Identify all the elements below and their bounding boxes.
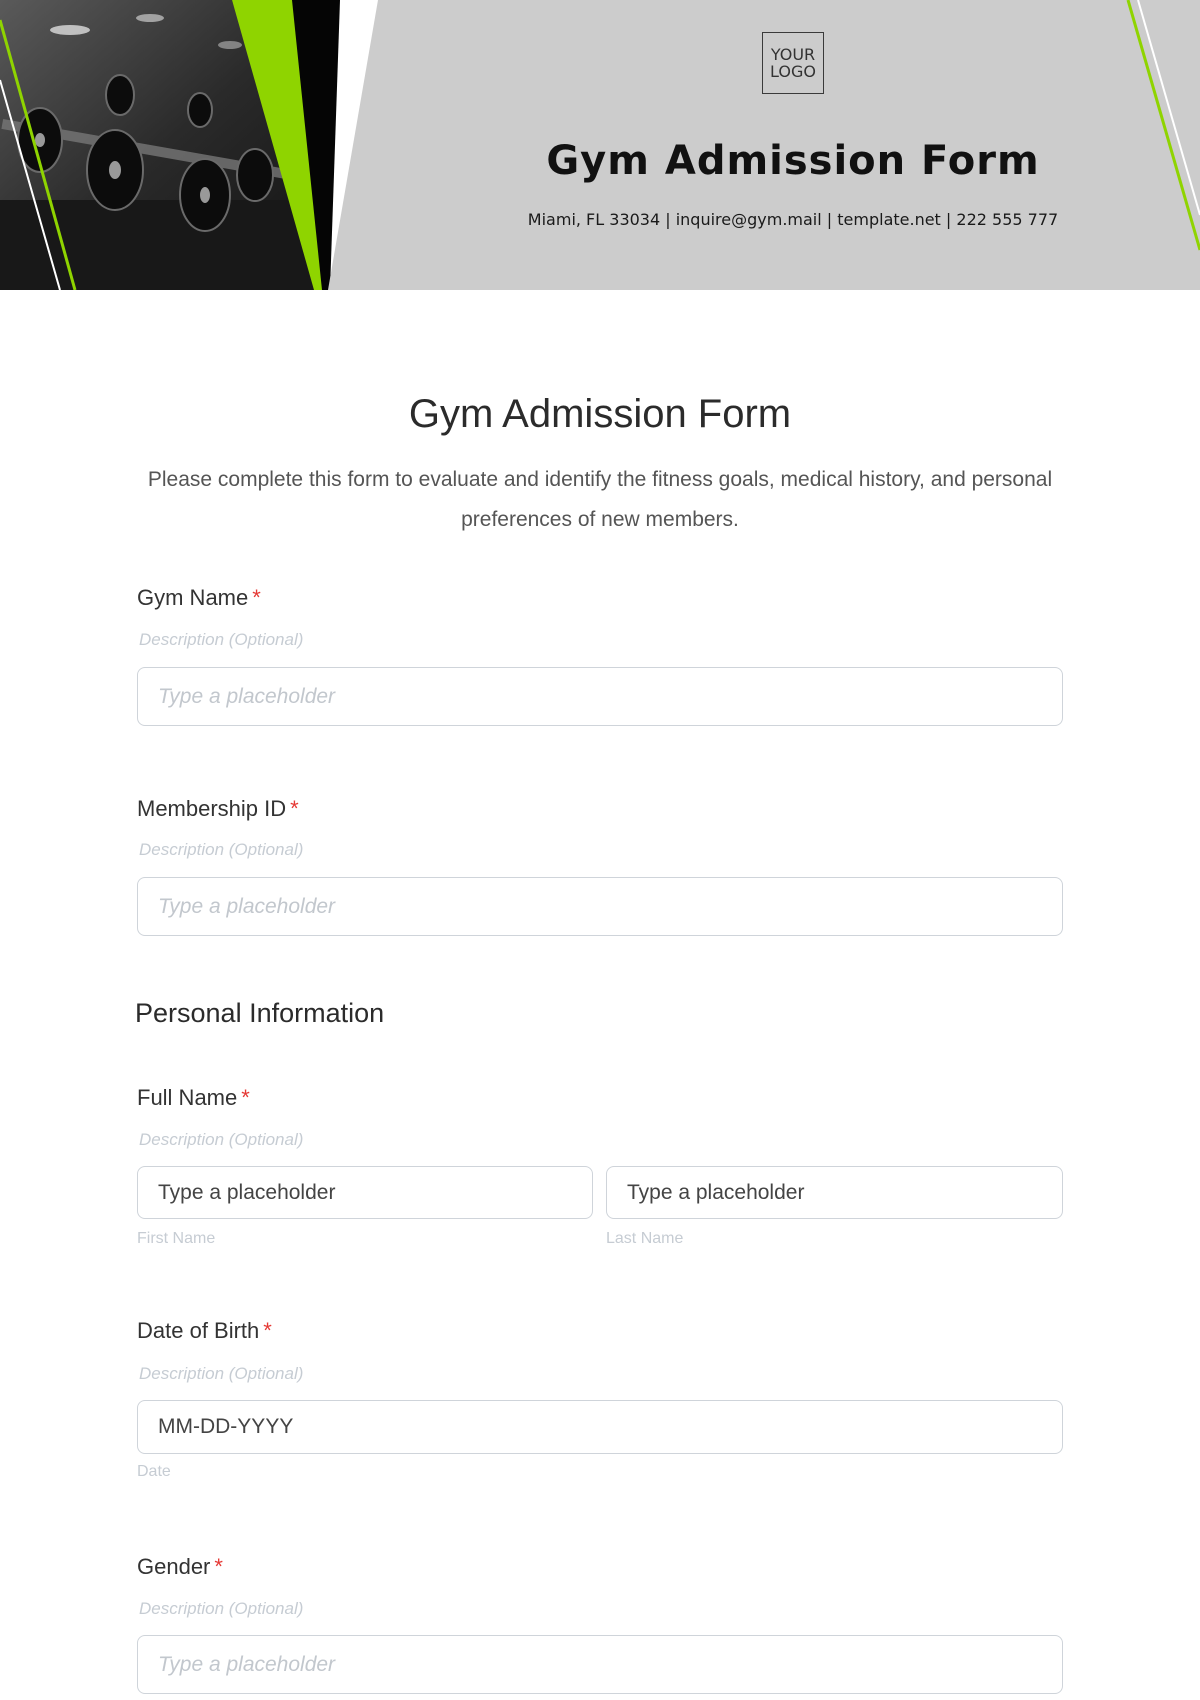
first-name-sublabel: First Name bbox=[137, 1230, 216, 1247]
personal-information-heading: Personal Information bbox=[135, 998, 385, 1028]
date-of-birth-description: Description (Optional) bbox=[139, 1364, 304, 1383]
full-name-label-text: Full Name bbox=[137, 1085, 238, 1110]
date-of-birth-placeholder: MM-DD-YYYY bbox=[158, 1415, 294, 1438]
gender-description: Description (Optional) bbox=[139, 1599, 304, 1618]
form-title: Gym Admission Form bbox=[408, 392, 792, 436]
required-mark: * bbox=[252, 585, 261, 610]
gender-placeholder: Type a placeholder bbox=[158, 1652, 336, 1676]
logo-text: YOUR LOGO bbox=[770, 45, 816, 81]
required-mark: * bbox=[290, 796, 299, 821]
first-name-placeholder: Type a placeholder bbox=[158, 1180, 336, 1204]
required-mark: * bbox=[241, 1085, 250, 1110]
date-of-birth-input[interactable] bbox=[137, 1400, 1063, 1454]
header-banner bbox=[0, 0, 1200, 290]
required-mark: * bbox=[263, 1318, 272, 1343]
gender-label bbox=[137, 1554, 223, 1580]
gym-name-input[interactable] bbox=[137, 667, 1063, 726]
last-name-placeholder: Type a placeholder bbox=[627, 1180, 805, 1204]
gym-name-label-text: Gym Name bbox=[137, 585, 249, 610]
gym-name-description: Description (Optional) bbox=[139, 630, 304, 649]
gender-input[interactable] bbox=[137, 1635, 1063, 1694]
date-of-birth-label-text: Date of Birth bbox=[137, 1318, 260, 1343]
logo-placeholder bbox=[762, 32, 824, 94]
membership-id-description: Description (Optional) bbox=[139, 840, 304, 859]
required-mark: * bbox=[214, 1554, 223, 1579]
form-intro: Please complete this form to evaluate and identify the fitness goals, medical history, and personal preferences of new members. bbox=[147, 468, 1053, 531]
last-name-sublabel: Last Name bbox=[606, 1230, 684, 1247]
membership-id-placeholder: Type a placeholder bbox=[158, 894, 336, 918]
membership-id-label-text: Membership ID bbox=[137, 796, 287, 821]
brand-contact-info: Miami, FL 33034 | inquire@gym.mail | template.net | 222 555 777 bbox=[527, 210, 1059, 229]
date-of-birth-label bbox=[137, 1318, 272, 1344]
first-name-input[interactable] bbox=[137, 1166, 593, 1219]
full-name-description: Description (Optional) bbox=[139, 1130, 304, 1149]
membership-id-input[interactable] bbox=[137, 877, 1063, 936]
date-sublabel: Date bbox=[137, 1463, 171, 1480]
last-name-input[interactable] bbox=[606, 1166, 1063, 1219]
gym-name-label bbox=[137, 585, 261, 611]
membership-id-label bbox=[137, 796, 299, 822]
gym-name-placeholder: Type a placeholder bbox=[158, 684, 336, 708]
full-name-label bbox=[137, 1085, 250, 1111]
brand-title: Gym Admission Form bbox=[546, 138, 1040, 184]
gender-label-text: Gender bbox=[137, 1554, 211, 1579]
